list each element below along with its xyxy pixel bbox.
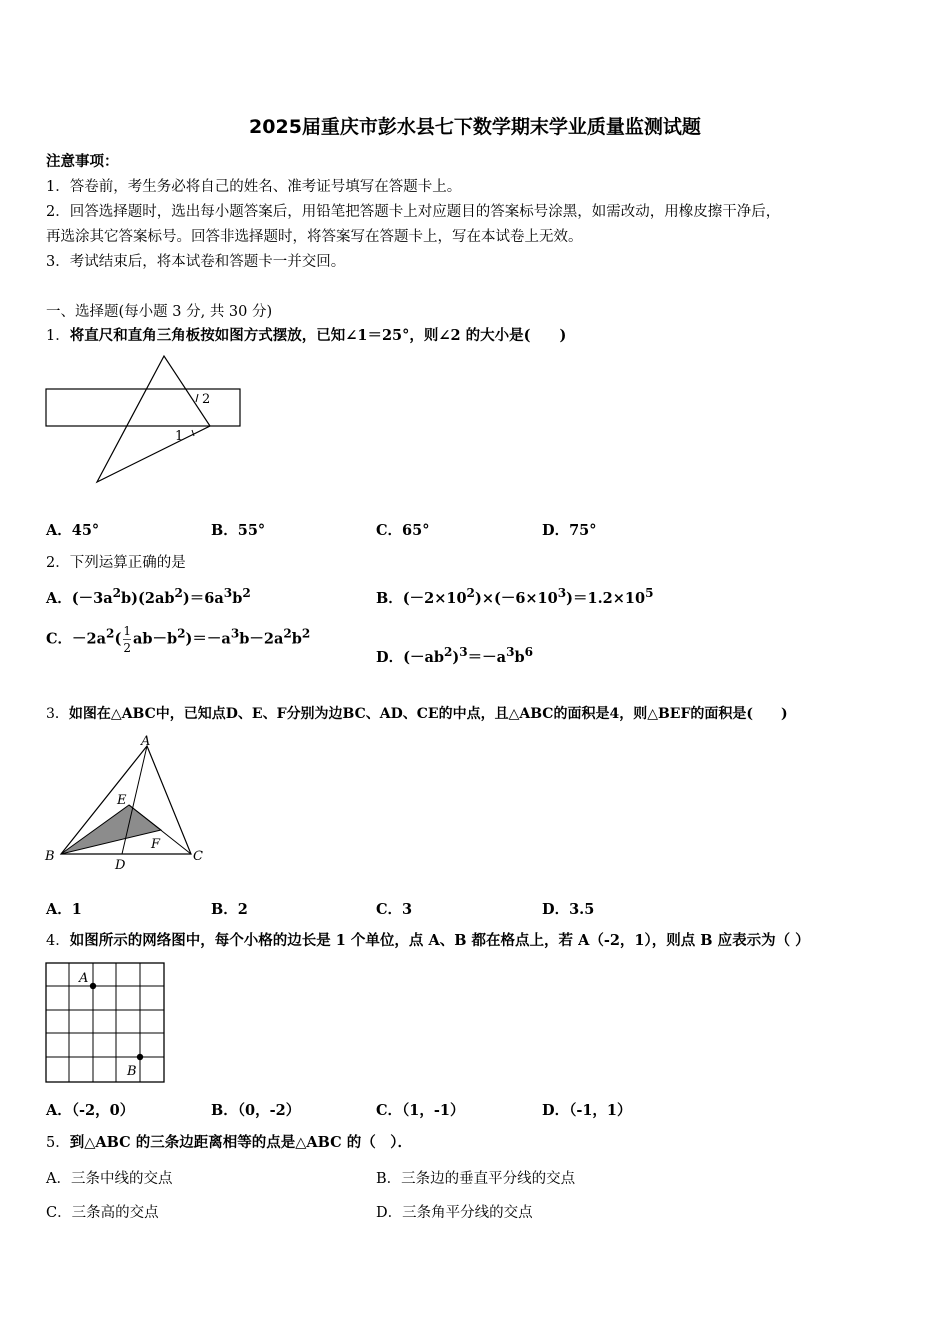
- exponent: 3: [557, 586, 567, 600]
- notice-item: 1．答卷前，考生务必将自己的姓名、准考证号填写在答题卡上。: [46, 179, 462, 195]
- option-c[interactable]: C．3: [376, 901, 413, 918]
- question-3: [46, 704, 788, 724]
- question-text: 将直尺和直角三角板按如图方式摆放，已知∠1＝25°，则∠2 的大小是( ): [69, 327, 567, 344]
- exponent: 2: [466, 586, 475, 600]
- option-d[interactable]: [376, 645, 533, 667]
- question-1: [46, 326, 566, 346]
- option-a[interactable]: A．三条中线的交点: [46, 1171, 173, 1187]
- point-a-label: A: [141, 734, 151, 749]
- exponent: 2: [106, 626, 115, 641]
- exponent: 2: [112, 586, 122, 600]
- expr-part: (－3a: [71, 589, 113, 607]
- option-d[interactable]: D．（-1，1）: [542, 1102, 632, 1119]
- option-a[interactable]: A．1: [46, 901, 82, 918]
- option-prefix: A．: [46, 589, 72, 607]
- expr-part: b: [232, 589, 243, 607]
- grid-border: [46, 963, 164, 1082]
- expr-part: (－ab: [403, 648, 444, 666]
- shaded-triangle-bef: [61, 805, 161, 854]
- expr-part: ＝－a: [467, 648, 507, 666]
- option-b[interactable]: B．（0，-2）: [211, 1102, 301, 1119]
- notice-item: 3．考试结束后，将本试卷和答题卡一并交回。: [46, 254, 346, 270]
- fraction-denominator: 2: [123, 641, 131, 655]
- exponent: 2: [283, 626, 292, 641]
- question-text: 到△ABC 的三条边距离相等的点是△ABC 的（ ）．: [69, 1134, 413, 1151]
- exponent: 3: [230, 626, 240, 641]
- angle-2-label: 2: [202, 392, 211, 407]
- option-a[interactable]: [46, 586, 251, 608]
- option-b[interactable]: B．三条边的垂直平分线的交点: [376, 1171, 576, 1187]
- exponent: 2: [443, 645, 453, 659]
- question-text: 下列运算正确的是: [69, 555, 186, 571]
- expr-part: b－2a: [239, 630, 284, 648]
- option-c[interactable]: C．三条高的交点: [46, 1205, 159, 1221]
- question-number: 3．: [46, 706, 69, 722]
- triangle-shape: [97, 356, 210, 482]
- expr-part: －2a: [72, 630, 107, 648]
- option-c[interactable]: C．（1，-1）: [376, 1102, 465, 1119]
- question-text: 如图在△ABC中，已知点D、E、F分别为边BC、AD、CE的中点，且△ABC的面积是4，则△BEF的面积是( ): [68, 706, 788, 722]
- option-b[interactable]: B．2: [211, 901, 248, 918]
- point-b-label: B: [127, 1064, 137, 1079]
- fraction-numerator: 1: [123, 624, 131, 638]
- expr-part: (－2×10: [402, 589, 467, 607]
- exponent: 3: [506, 645, 515, 659]
- option-d[interactable]: D．三条角平分线的交点: [376, 1205, 533, 1221]
- question-number: 2．: [46, 555, 70, 571]
- exponent: 6: [524, 645, 534, 659]
- expr-part: )＝6a: [182, 589, 224, 607]
- page-title: 2025届重庆市彭水县七下数学期末学业质量监测试题: [249, 116, 701, 138]
- point-b-label: B: [45, 849, 55, 864]
- expr-part: b: [514, 648, 525, 666]
- expr-part: b: [291, 630, 302, 648]
- expr-part: ab－b: [132, 630, 178, 648]
- option-d[interactable]: D．75°: [542, 522, 597, 539]
- exponent: 2: [177, 626, 186, 641]
- question-5: [46, 1133, 412, 1153]
- point-c-label: C: [193, 849, 203, 864]
- option-prefix: C．: [46, 630, 73, 648]
- section-heading: 一、选择题(每小题 3 分, 共 30 分): [46, 304, 273, 320]
- question-number: 4．: [46, 933, 70, 949]
- expr-part: b)(2ab: [121, 589, 175, 607]
- exponent: 3: [459, 645, 468, 659]
- option-prefix: D．: [376, 648, 404, 666]
- option-prefix: B．: [376, 589, 403, 607]
- ruler-triangle-figure: [44, 354, 244, 488]
- question-2: [46, 553, 186, 573]
- angle-1-label: 1: [175, 429, 184, 444]
- point-d-label: D: [115, 858, 126, 873]
- expr-part: ): [452, 648, 460, 666]
- question-4: [46, 931, 810, 951]
- exponent: 2: [242, 586, 251, 600]
- exponent: 3: [223, 586, 233, 600]
- option-b[interactable]: B．55°: [211, 522, 266, 539]
- grid-figure: [44, 961, 168, 1085]
- angle-2-mark: [196, 394, 198, 402]
- expr-part: )×(－6×10: [474, 589, 558, 607]
- option-c[interactable]: [46, 624, 310, 655]
- expr-part: (: [114, 630, 122, 648]
- point-b: [137, 1054, 143, 1060]
- option-a[interactable]: A．（-2，0）: [46, 1102, 135, 1119]
- question-number: 1．: [46, 328, 70, 344]
- option-a[interactable]: A．45°: [46, 522, 100, 539]
- triangle-abc-figure: [44, 732, 214, 874]
- option-b[interactable]: [376, 586, 653, 608]
- fraction: [123, 624, 131, 655]
- option-c[interactable]: C．65°: [376, 522, 430, 539]
- expr-part: )＝1.2×10: [566, 589, 646, 607]
- exponent: 2: [301, 626, 311, 641]
- point-a: [90, 983, 96, 989]
- notice-heading: 注意事项：: [46, 153, 119, 170]
- point-f-label: F: [151, 837, 161, 852]
- option-d[interactable]: D．3.5: [542, 901, 595, 918]
- exponent: 2: [174, 586, 183, 600]
- exponent: 5: [645, 586, 654, 600]
- notice-item: 再选涂其它答案标号。回答非选择题时，将答案写在答题卡上，写在本试卷上无效。: [46, 229, 583, 245]
- expr-part: )＝－a: [185, 630, 231, 648]
- question-number: 5．: [46, 1135, 70, 1151]
- notice-item: 2．回答选择题时，选出每小题答案后，用铅笔把答题卡上对应题目的答案标号涂黑，如需改动，用橡皮擦干净后，: [46, 204, 781, 220]
- grid-lines: [46, 963, 164, 1082]
- question-text: 如图所示的网络图中，每个小格的边长是 1 个单位，点 A、B 都在格点上，若 A（-2，1），则点 B 应表示为（ ）: [69, 932, 810, 949]
- point-e-label: E: [117, 793, 127, 808]
- point-a-label: A: [79, 971, 89, 986]
